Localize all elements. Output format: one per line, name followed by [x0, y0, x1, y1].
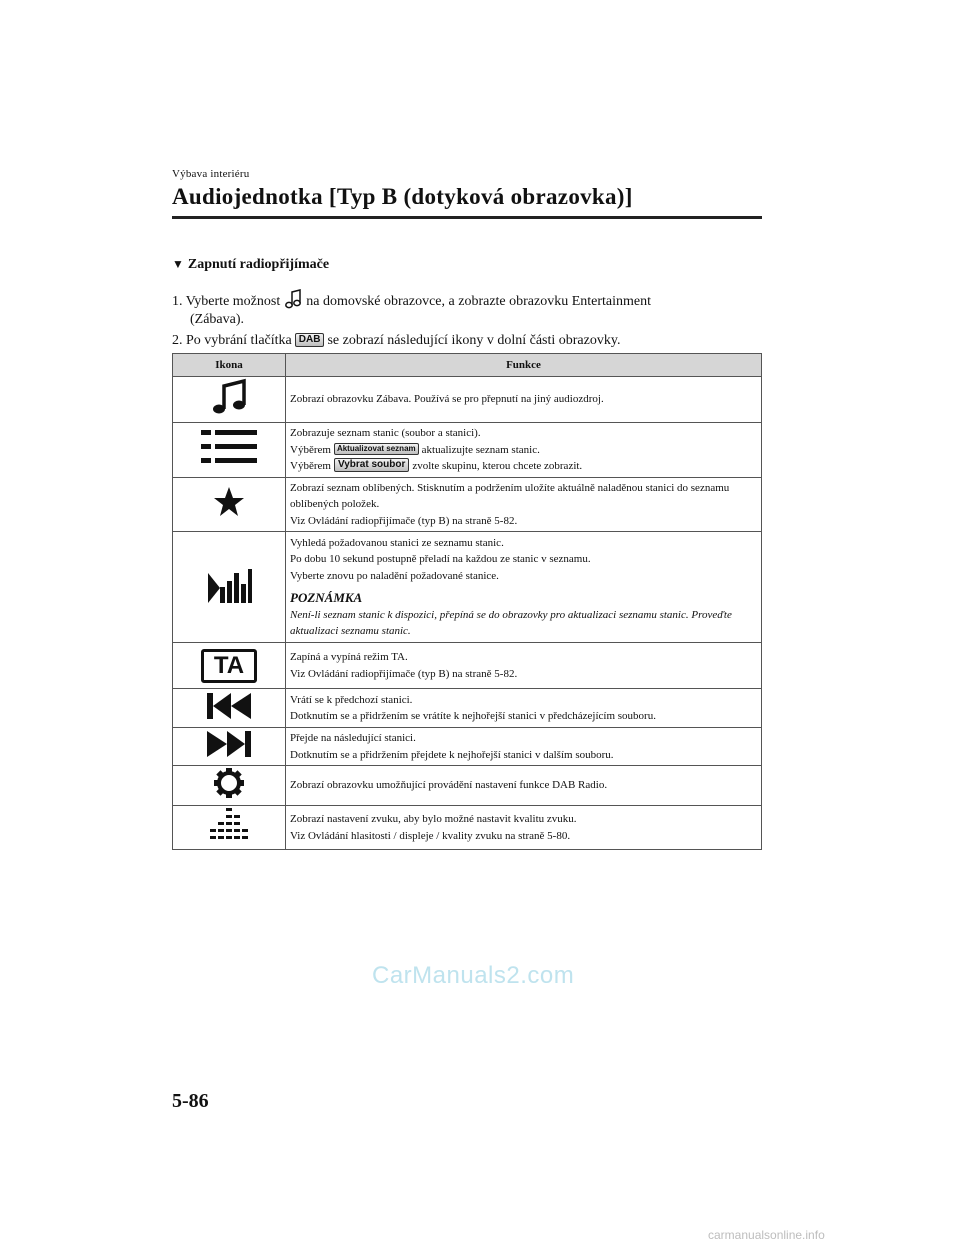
note-text: Není-li seznam stanic k dispozici, přepíná se do obrazovky pro aktualizaci seznamu stanic. Proveďte [290, 608, 732, 621]
step-number: 2. [172, 333, 183, 348]
table-row [173, 377, 762, 423]
col-icon-header: Ikona [173, 354, 286, 377]
table-row [173, 532, 762, 643]
col-func-header: Funkce [286, 354, 762, 377]
table-row [173, 766, 762, 806]
row-text-part: Výběrem [290, 443, 331, 456]
step-number: 1. [172, 294, 183, 309]
gear-icon [213, 786, 245, 803]
triangle-icon: ▼ [172, 257, 184, 271]
row-text-part: Výběrem [290, 460, 331, 472]
section-label: Výbava interiéru [172, 168, 250, 180]
page-title: Audiojednotka [Typ B (dotyková obrazovka)] [172, 184, 633, 209]
section-heading [172, 257, 329, 273]
icon-function-table [172, 353, 762, 850]
music-note-icon [210, 403, 248, 420]
ta-icon: TA [201, 649, 257, 683]
row-text: Přejde na následující stanici. [290, 732, 416, 744]
row-text: Dotknutím se a přidržením se vrátíte k nejhořejší stanici v předcházejícím souboru. [290, 710, 656, 722]
row-text: Viz Ovládání radiopřijímače (typ B) na straně 5-82. [290, 514, 518, 527]
table-row [173, 477, 762, 532]
table-row [173, 643, 762, 689]
step-2 [172, 332, 620, 350]
row-text: Viz Ovládání hlasitosti / displeje / kvality zvuku na straně 5-80. [290, 829, 571, 842]
step-1-continuation: (Zábava). [190, 312, 245, 327]
step-text: Po vybrání tlačítka [186, 333, 292, 348]
page-number: 5-86 [172, 1090, 209, 1112]
skip-back-icon [207, 707, 251, 724]
step-text: se zobrazí následující ikony v dolní části obrazovky. [327, 333, 621, 348]
step-text: na domovské obrazovce, a zobrazte obrazovku Entertainment [306, 294, 652, 309]
row-text: Zobrazí obrazovku umožňující provádění nastavení funkce DAB Radio. [290, 779, 608, 792]
table-header-row [173, 354, 762, 377]
row-text: Vyberte znovu po naladění požadované stanice. [290, 569, 499, 582]
section-heading-text: Zapnutí radiopřijímače [187, 257, 330, 272]
row-text: Po dobu 10 sekund postupně přeladí na každou ze stanic v seznamu. [290, 553, 591, 565]
dab-button[interactable]: DAB [295, 333, 325, 347]
scan-icon [206, 592, 252, 609]
row-text: oblíbených položek. [290, 498, 380, 510]
note-title: POZNÁMKA [290, 590, 363, 605]
table-row [173, 689, 762, 728]
watermark: CarManuals2.com [372, 962, 575, 989]
row-text: Viz Ovládání radiopřijímače (typ B) na straně 5-82. [290, 667, 518, 680]
row-text [290, 458, 757, 475]
update-list-button[interactable]: Aktualizovat seznam [334, 443, 419, 455]
row-text: Zobrazuje seznam stanic (soubor a stanici). [290, 427, 481, 439]
row-text-part: zvolte skupinu, kterou chcete zobrazit. [412, 460, 583, 472]
row-text-part: aktualizujte seznam stanic. [421, 443, 540, 456]
row-text: Zapíná a vypíná režim TA. [290, 651, 408, 663]
title-rule [172, 216, 762, 219]
star-icon [212, 506, 246, 523]
music-note-icon [284, 289, 302, 315]
row-text [290, 442, 757, 459]
row-text: Vyhledá požadovanou stanici ze seznamu stanic. [290, 536, 504, 549]
select-file-button[interactable]: Vybrat soubor [334, 458, 409, 472]
row-text: Vrátí se k předchozí stanici. [290, 693, 413, 706]
row-text: Dotknutím se a přidržením přejdete k nejhořejší stanici v dalším souboru. [290, 748, 614, 761]
footer-url: carmanualsonline.info [708, 1228, 825, 1242]
table-row [173, 423, 762, 478]
skip-forward-icon [207, 745, 251, 762]
table-row [173, 728, 762, 766]
list-icon [199, 454, 259, 471]
step-text: Vyberte možnost [185, 294, 281, 309]
row-text: Zobrazí nastavení zvuku, aby bylo možné nastavit kvalitu zvuku. [290, 813, 577, 825]
sound-settings-icon [209, 830, 249, 847]
row-text: Zobrazí obrazovku Zábava. Používá se pro přepnutí na jiný audiozdroj. [290, 393, 604, 406]
row-text: Zobrazí seznam oblíbených. Stisknutím a podržením uložíte aktuálně naladěnou stanici do seznamu [290, 481, 730, 494]
table-row [173, 806, 762, 850]
note-text: aktualizaci seznamu stanic. [290, 625, 411, 637]
